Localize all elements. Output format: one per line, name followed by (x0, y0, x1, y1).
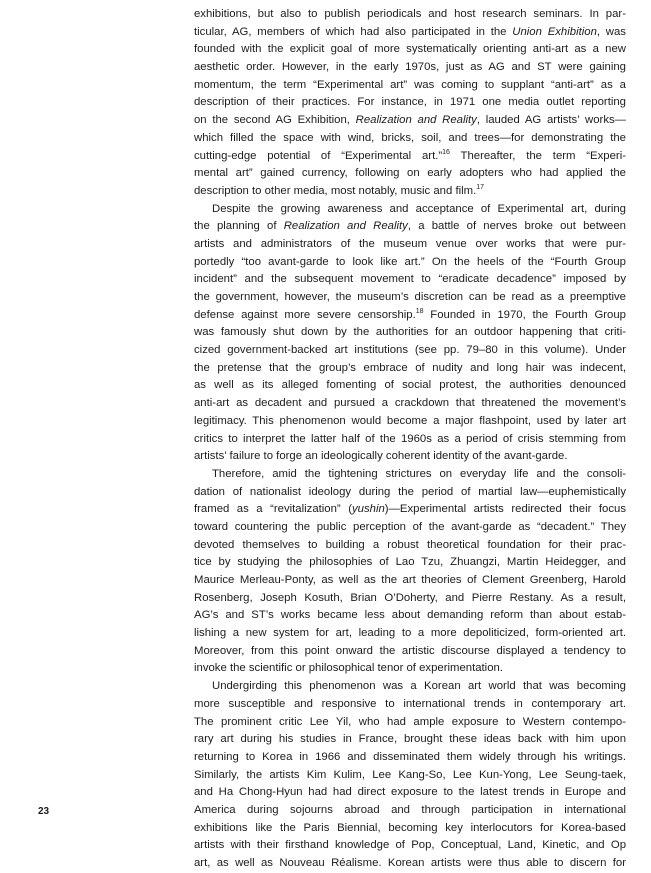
text-run: cized government-backed art institutions (see pp. 79–80 in this volume). Under (194, 344, 626, 357)
text-line (194, 77, 626, 95)
text-line (194, 820, 626, 838)
text-line (194, 731, 626, 749)
text-run: description of their practices. For instance, in 1971 one media outlet reporting (194, 96, 626, 109)
text-run: momentum, the term “Experimental art” was coming to supplant “anti-art” as a (194, 78, 626, 91)
page-number: 23 (38, 806, 50, 817)
text-line (194, 324, 626, 342)
text-run: rary art during his studies in France, brought these ideas back with him upon (194, 733, 626, 746)
text-line (194, 855, 626, 873)
text-line (194, 201, 626, 219)
text-line (194, 554, 626, 572)
text-line (194, 660, 626, 678)
body-text-column (194, 6, 626, 873)
text-run: Rosenberg, Joseph Kosuth, Brian O’Doherty, and Pierre Restany. As a result, (194, 591, 626, 604)
text-run: legitimacy. This phenomenon would become a major flashpoint, used by later art (194, 414, 626, 427)
italic-run: Realization and Reality (355, 114, 477, 127)
text-line (194, 112, 626, 130)
text-line (194, 395, 626, 413)
text-run: Similarly, the artists Kim Kulim, Lee Kang-So, Lee Kun-Yong, Lee Seung-taek, (194, 768, 626, 781)
italic-run: Realization and Reality (283, 220, 408, 233)
text-run: tice by studying the philosophies of Lao Tzu, Zhuangzi, Martin Heidegger, and (194, 556, 626, 569)
text-run: Therefore, amid the tightening strictures on everyday life and the consoli- (212, 467, 626, 480)
text-line (194, 183, 626, 201)
text-line (194, 625, 626, 643)
text-line (194, 431, 626, 449)
text-line (194, 94, 626, 112)
text-run: Maurice Merleau-Ponty, as well as the art theories of Clement Greenberg, Harold (194, 574, 626, 586)
text-run: mental art” gained currency, following on early adopters who had applied the (194, 167, 626, 180)
text-line (194, 448, 626, 466)
text-line (194, 342, 626, 360)
text-line (194, 749, 626, 767)
text-line (194, 802, 626, 820)
text-run: Moreover, from this point onward the artistic discourse displayed a tendency to (194, 644, 626, 657)
text-run: the government, however, the museum’s discretion can be read as a preemptive (194, 291, 626, 303)
text-line (194, 24, 626, 42)
footnote-ref: 17 (476, 184, 485, 192)
text-line (194, 59, 626, 77)
text-run: devoted themselves to building a robust theoretical foundation for their prac- (194, 538, 626, 551)
text-line (194, 165, 626, 183)
text-run: defense against more severe censorship. (194, 308, 416, 321)
text-line (194, 767, 626, 785)
text-line (194, 466, 626, 484)
text-run: artists and administrators of the museum venue over works that were pur- (194, 237, 626, 250)
text-run: portedly “too avant-garde to look like art.” On the heels of the “Fourth Group (194, 255, 626, 268)
text-run: lishing a new system for art, leading to a more depoliticized, form-oriented art. (194, 627, 626, 640)
text-run: Undergirding this phenomenon was a Korean art world that was becoming (212, 680, 626, 693)
text-line (194, 501, 626, 519)
text-line (194, 519, 626, 537)
text-line (194, 484, 626, 502)
text-line (194, 236, 626, 254)
text-line (194, 696, 626, 714)
text-run: critics to interpret the latter half of the 1960s as a period of crisis stemming from (194, 432, 626, 445)
text-line (194, 289, 626, 307)
text-run: exhibitions, but also to publish periodicals and host research seminars. In par- (194, 8, 626, 20)
text-run: toward countering the public perception of the avant-garde as “decadent.” They (194, 520, 626, 533)
text-run: America during sojourns abroad and through participation in international (194, 803, 626, 816)
text-run: , was (596, 25, 626, 38)
text-run: )—Experimental artists redirected their focus (384, 503, 626, 516)
text-run: art, as well as Nouveau Réalisme. Korean artists were thus able to discern for (194, 857, 626, 869)
text-line (194, 537, 626, 555)
text-run: which filled the space with wind, bricks, soil, and trees—for demonstrating the (194, 131, 626, 144)
text-line (194, 377, 626, 395)
text-run: aesthetic order. However, in the early 1970s, just as AG and ST were gaining (194, 61, 626, 74)
footnote-ref: 16 (442, 148, 450, 156)
text-line (194, 218, 626, 236)
text-run: , a battle of nerves broke out between (407, 220, 626, 233)
text-line (194, 254, 626, 272)
text-run: exhibitions like the Paris Biennial, becoming key interlocutors for Korea-based (194, 821, 626, 834)
text-line (194, 6, 626, 24)
text-run: cutting-edge potential of “Experimental art.” (194, 149, 443, 162)
text-line (194, 41, 626, 59)
text-line (194, 148, 626, 166)
text-run: artists with their firsthand knowledge of Pop, Conceptual, Land, Kinetic, and Op (194, 839, 626, 852)
text-run: and Ha Chong-Hyun had had direct exposure to the latest trends in Europe and (194, 786, 626, 799)
text-line (194, 607, 626, 625)
text-run: the pretense that the group’s embrace of nudity and long hair was indecent, (194, 361, 626, 374)
text-run: artists’ failure to forge an ideologically coherent identity of the avant-garde. (194, 450, 568, 463)
text-line (194, 784, 626, 802)
italic-run: Union Exhibition (512, 25, 597, 38)
text-run: ticular, AG, members of which had also participated in the (194, 25, 513, 38)
text-run: The prominent critic Lee Yil, who had ample exposure to Western contempo- (194, 715, 626, 728)
text-run: anti-art as decadent and pursued a crackdown that threatened the movement’s (194, 397, 626, 410)
text-run: the planning of (194, 220, 284, 233)
text-line (194, 307, 626, 325)
text-run: AG’s and ST’s works became less about demanding reform than about estab- (194, 609, 626, 622)
text-line (194, 413, 626, 431)
italic-run: yushin (351, 503, 385, 516)
text-run: Thereafter, the term “Experi- (449, 149, 626, 162)
text-run: on the second AG Exhibition, (194, 114, 356, 127)
text-run: incident” and the subsequent movement to “eradicate decadence” imposed by (194, 273, 626, 286)
footnote-ref: 18 (415, 307, 424, 315)
text-run: more susceptible and responsive to international trends in contemporary art. (194, 697, 626, 710)
text-run: description to other media, most notably, music and film. (194, 184, 477, 197)
text-line (194, 590, 626, 608)
text-line (194, 130, 626, 148)
text-run: framed as a “revitalization” ( (194, 503, 352, 516)
text-run: was famously shut down by the authorities for an outdoor happening that criti- (194, 326, 626, 339)
text-line (194, 714, 626, 732)
text-run: Despite the growing awareness and acceptance of Experimental art, during (212, 202, 626, 215)
text-run: , lauded AG artists’ works— (476, 114, 626, 127)
text-line (194, 271, 626, 289)
text-run: founded with the explicit goal of more systematically orienting anti-art as a new (194, 43, 626, 56)
text-run: Founded in 1970, the Fourth Group (423, 308, 626, 321)
text-run: returning to Korea in 1966 and disseminated them widely through his writings. (194, 750, 626, 763)
text-line (194, 643, 626, 661)
text-line (194, 678, 626, 696)
text-line (194, 572, 626, 590)
text-run: dation of nationalist ideology during the period of martial law—euphemistically (194, 485, 626, 498)
text-run: as well as its alleged fomenting of social protest, the authorities denounced (194, 379, 626, 392)
text-line (194, 360, 626, 378)
text-run: invoke the scientific or philosophical tenor of experimentation. (194, 662, 503, 675)
